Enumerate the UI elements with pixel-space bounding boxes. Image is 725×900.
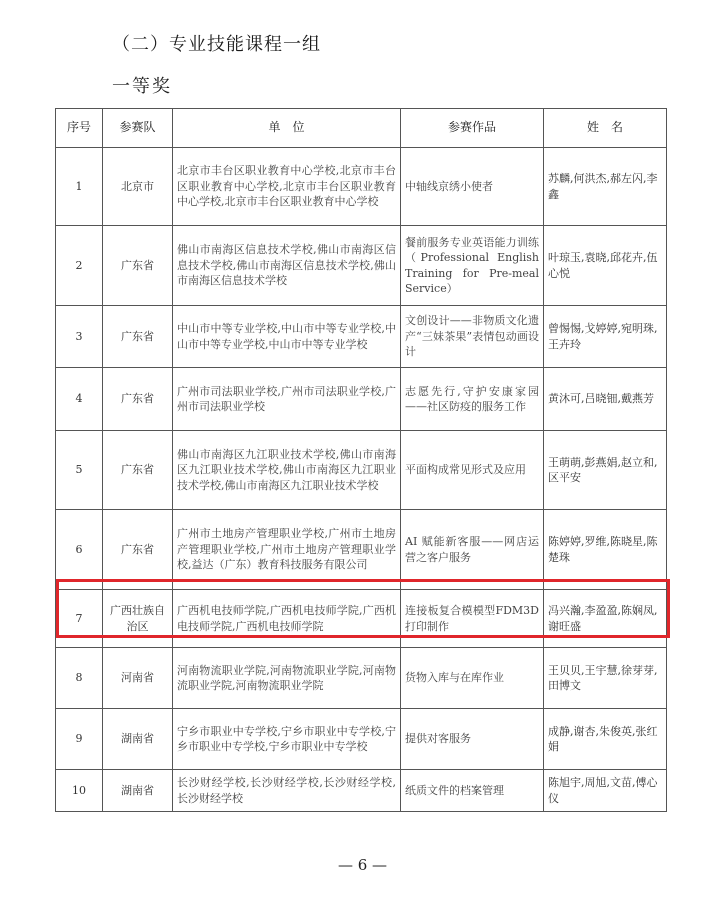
header-team: 参赛队: [103, 109, 173, 148]
section-title: （二）专业技能课程一组: [112, 34, 321, 55]
header-unit: 单 位: [173, 109, 401, 148]
team-cell: 北京市: [103, 148, 173, 226]
table-row: [56, 368, 667, 431]
row-number: 2: [56, 226, 103, 306]
names-cell: 陈婷婷,罗维,陈晓星,陈楚珠: [544, 510, 667, 590]
names-cell: 叶琼玉,袁晓,邱花卉,伍心悦: [544, 226, 667, 306]
team-cell: 湖南省: [103, 770, 173, 812]
table-row: [56, 306, 667, 368]
names-cell: 成静,谢杏,朱俊英,张红娟: [544, 709, 667, 770]
unit-cell: 佛山市南海区信息技术学校,佛山市南海区信息技术学校,佛山市南海区信息技术学校,佛山市南海区信息技术学校: [173, 226, 401, 306]
row-number: 5: [56, 431, 103, 510]
names-cell: 冯兴瀚,李盈盈,陈娴凤,谢旺盛: [544, 590, 667, 648]
work-cell: 中轴线京绣小使者: [401, 148, 544, 226]
team-cell: 广西壮族自治区: [103, 590, 173, 648]
row-number: 6: [56, 510, 103, 590]
team-cell: 河南省: [103, 648, 173, 709]
unit-cell: 宁乡市职业中专学校,宁乡市职业中专学校,宁乡市职业中专学校,宁乡市职业中专学校: [173, 709, 401, 770]
team-cell: 广东省: [103, 368, 173, 431]
work-cell: 纸质文件的档案管理: [401, 770, 544, 812]
team-cell: 湖南省: [103, 709, 173, 770]
names-cell: 曾惕惕,戈婷婷,宛明珠,王卉玲: [544, 306, 667, 368]
row-number: 9: [56, 709, 103, 770]
unit-cell: 广西机电技师学院,广西机电技师学院,广西机电技师学院,广西机电技师学院: [173, 590, 401, 648]
row-number: 4: [56, 368, 103, 431]
unit-cell: 广州市土地房产管理职业学校,广州市土地房产管理职业学校,广州市土地房产管理职业学校,益达（广东）教育科技服务有限公司: [173, 510, 401, 590]
award-title: 一等奖: [112, 76, 172, 97]
table-row: [56, 431, 667, 510]
unit-cell: 中山市中等专业学校,中山市中等专业学校,中山市中等专业学校,中山市中等专业学校: [173, 306, 401, 368]
unit-cell: 佛山市南海区九江职业技术学校,佛山市南海区九江职业技术学校,佛山市南海区九江职业技术学校,佛山市南海区九江职业技术学校: [173, 431, 401, 510]
unit-cell: 河南物流职业学院,河南物流职业学院,河南物流职业学院,河南物流职业学院: [173, 648, 401, 709]
table-row: [56, 709, 667, 770]
work-cell: 餐前服务专业英语能力训练（Professional English Training for Pre-meal Service）: [401, 226, 544, 306]
work-cell: 文创设计——非物质文化遗产“三妹茶果”表情包动画设计: [401, 306, 544, 368]
table-row: [56, 148, 667, 226]
row-number: 1: [56, 148, 103, 226]
row-number: 10: [56, 770, 103, 812]
names-cell: 苏麟,何洪杰,郝左闪,李鑫: [544, 148, 667, 226]
row-number: 3: [56, 306, 103, 368]
table-header-row: [56, 109, 667, 148]
team-cell: 广东省: [103, 431, 173, 510]
table-row-highlighted: [56, 590, 667, 648]
table-row: [56, 510, 667, 590]
team-cell: 广东省: [103, 510, 173, 590]
names-cell: 陈旭宇,周旭,文苗,傅心仪: [544, 770, 667, 812]
header-work: 参赛作品: [401, 109, 544, 148]
page-number: — 6 —: [337, 856, 388, 874]
row-number: 7: [56, 590, 103, 648]
unit-cell: 长沙财经学校,长沙财经学校,长沙财经学校,长沙财经学校: [173, 770, 401, 812]
work-cell: 连接板复合模模型FDM3D 打印制作: [401, 590, 544, 648]
work-cell: 提供对客服务: [401, 709, 544, 770]
header-no: 序号: [56, 109, 103, 148]
work-cell: AI 赋能新客服——网店运营之客户服务: [401, 510, 544, 590]
table-row: [56, 770, 667, 812]
awards-table: [55, 108, 667, 812]
work-cell: 志愿先行,守护安康家园——社区防疫的服务工作: [401, 368, 544, 431]
work-cell: 货物入库与在库作业: [401, 648, 544, 709]
header-names: 姓 名: [544, 109, 667, 148]
table-row: [56, 226, 667, 306]
names-cell: 王萌萌,彭燕娟,赵立和,区平安: [544, 431, 667, 510]
work-cell: 平面构成常见形式及应用: [401, 431, 544, 510]
row-number: 8: [56, 648, 103, 709]
table-row: [56, 648, 667, 709]
unit-cell: 广州市司法职业学校,广州市司法职业学校,广州市司法职业学校: [173, 368, 401, 431]
team-cell: 广东省: [103, 306, 173, 368]
team-cell: 广东省: [103, 226, 173, 306]
names-cell: 王贝贝,王宇慧,徐芽芽,田博文: [544, 648, 667, 709]
unit-cell: 北京市丰台区职业教育中心学校,北京市丰台区职业教育中心学校,北京市丰台区职业教育中心学校,北京市丰台区职业教育中心学校: [173, 148, 401, 226]
names-cell: 黄沐可,吕晓钿,戴燕芳: [544, 368, 667, 431]
